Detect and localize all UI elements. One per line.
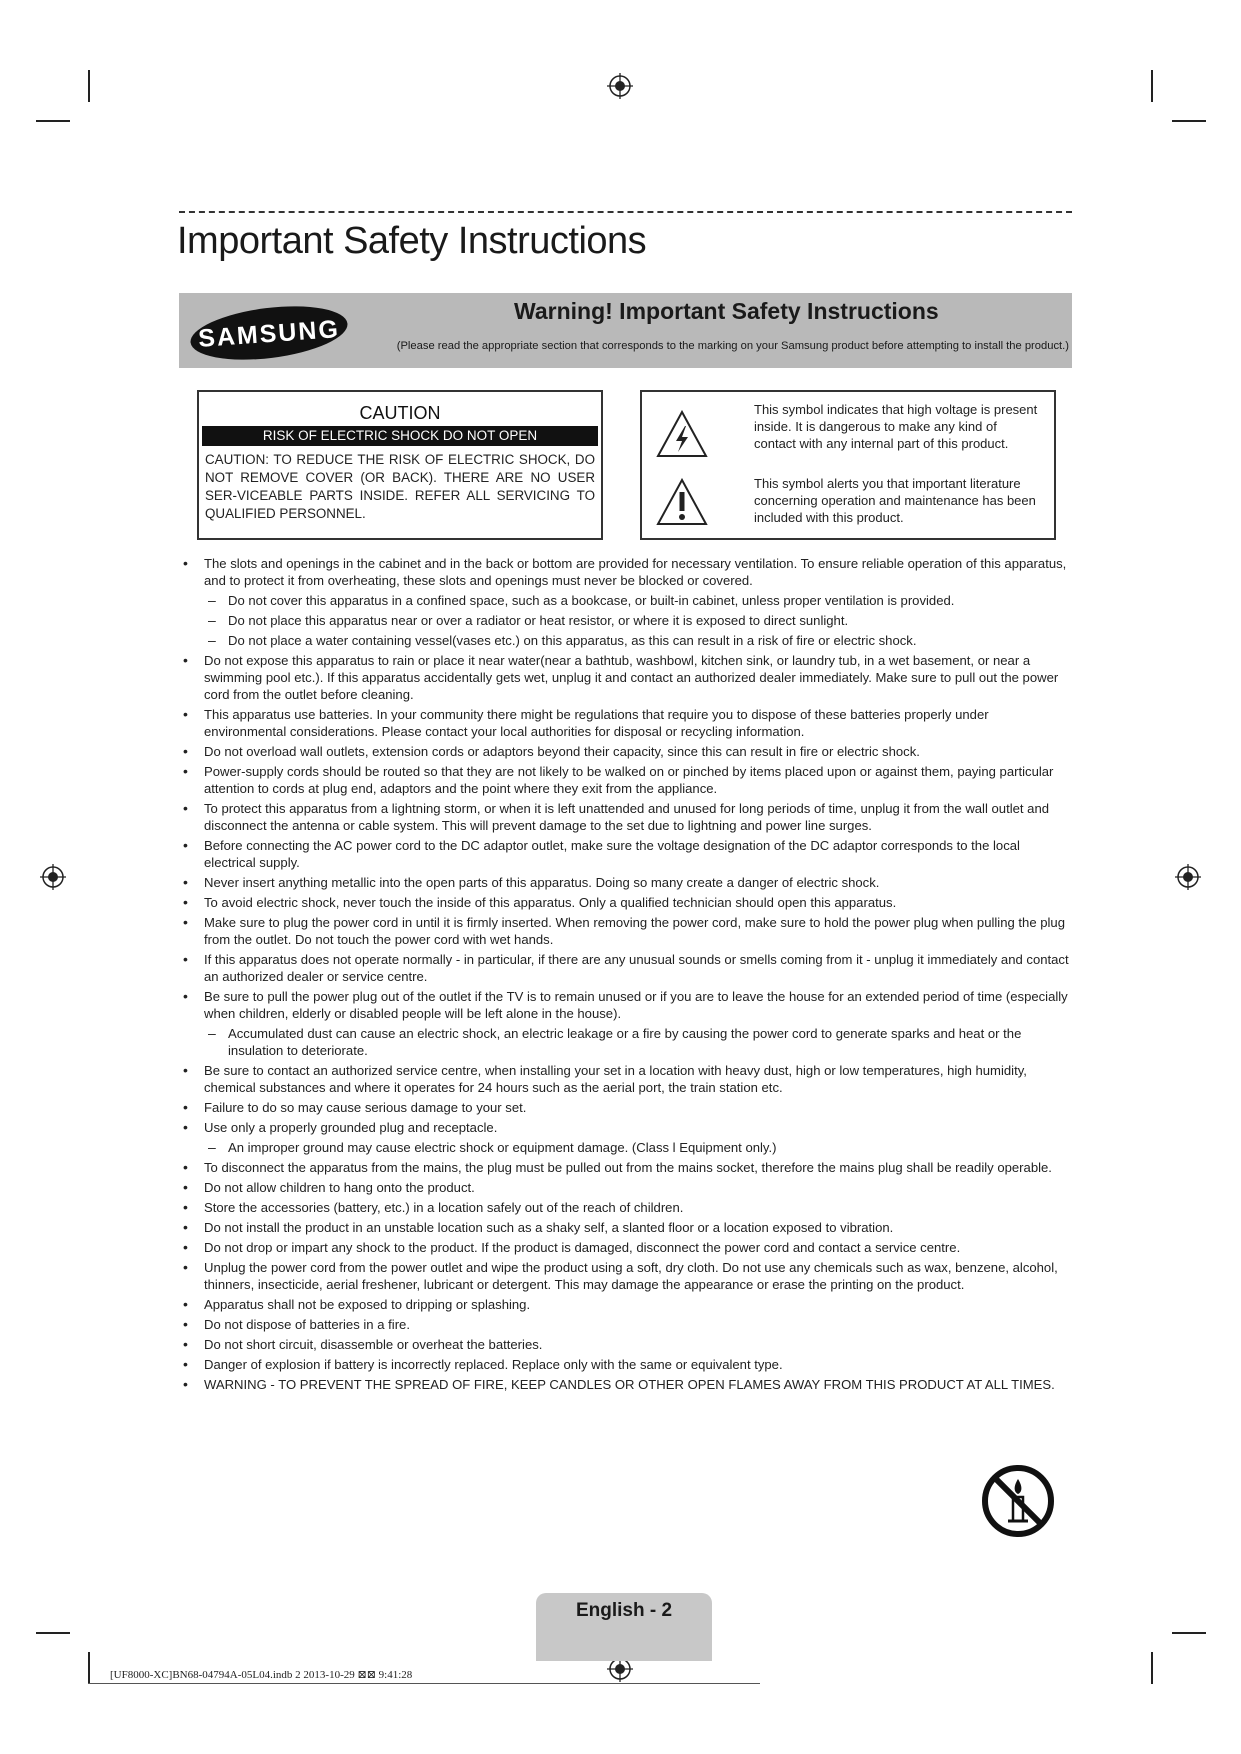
list-item: • Power-supply cords should be routed so that they are not likely to be walked on or pinched by items placed upon or against them, paying particular attention to cords at plug end, adaptors and the point where they exit from the appliance.	[180, 763, 1072, 797]
crop-mark	[36, 120, 70, 122]
print-file-info: [UF8000-XC]BN68-04794A-05L04.indb 2 2013-10-29 ⊠⊠ 9:41:28	[110, 1669, 413, 1681]
list-item: – Do not cover this apparatus in a confined space, such as a bookcase, or built-in cabinet, unless proper ventilation is provided.	[180, 592, 1072, 609]
banner-title: Warning! Important Safety Instructions	[514, 298, 939, 324]
list-item: • This apparatus use batteries. In your community there might be regulations that require you to dispose of these batteries properly under environmental considerations. Please contact your local authorities for disposal or recycling information.	[180, 706, 1072, 740]
list-item: • Never insert anything metallic into the open parts of this apparatus. Doing so many create a danger of electric shock.	[180, 874, 1072, 891]
list-item: • Do not allow children to hang onto the product.	[180, 1179, 1072, 1196]
samsung-logo	[189, 303, 349, 361]
list-item: – Accumulated dust can cause an electric shock, an electric leakage or a fire by causing the power cord to generate sparks and heat or the insulation to deteriorate.	[180, 1025, 1072, 1059]
list-item: • Be sure to contact an authorized service centre, when installing your set in a location with heavy dust, high or low temperatures, high humidity, chemical substances and where it operates for 24 hours such as the aerial port, the train station etc.	[180, 1062, 1072, 1096]
caution-text: CAUTION: TO REDUCE THE RISK OF ELECTRIC SHOCK, DO NOT REMOVE COVER (OR BACK). THERE ARE NO USER SER-VICEABLE PARTS INSIDE. REFER ALL SERVICING TO QUALIFIED PERSONNEL.	[205, 452, 595, 521]
page-title: Important Safety Instructions	[177, 220, 647, 262]
list-item: • To disconnect the apparatus from the mains, the plug must be pulled out from the mains socket, therefore the mains plug shall be readily operable.	[180, 1159, 1072, 1176]
list-item: • Failure to do so may cause serious damage to your set.	[180, 1099, 1072, 1116]
caution-title: CAUTION	[359, 403, 441, 423]
list-item: – Do not place this apparatus near or over a radiator or heat resistor, or where it is exposed to direct sunlight.	[180, 612, 1072, 629]
list-item: • Store the accessories (battery, etc.) in a location safely out of the reach of children.	[180, 1199, 1072, 1216]
list-item: • Do not drop or impart any shock to the product. If the product is damaged, disconnect the power cord and contact a service centre.	[180, 1239, 1072, 1256]
list-item: – Do not place a water containing vessel(vases etc.) on this apparatus, as this can result in a risk of fire or electric shock.	[180, 632, 1072, 649]
list-item: • Apparatus shall not be exposed to dripping or splashing.	[180, 1296, 1072, 1313]
caution-warning-bar: RISK OF ELECTRIC SHOCK DO NOT OPEN	[202, 426, 598, 446]
high-voltage-text: This symbol indicates that high voltage is present inside. It is dangerous to make any kind of contact with any internal part of this product.	[754, 402, 1038, 451]
symbol-explanation-box	[640, 390, 1056, 540]
crop-mark	[88, 1652, 90, 1684]
alert-text: This symbol alerts you that important literature concerning operation and maintenance has been included with this product.	[754, 476, 1036, 525]
warning-banner	[179, 293, 1072, 368]
banner-subtitle: (Please read the appropriate section that corresponds to the marking on your Samsung product before attempting to install the product.)	[396, 340, 1069, 352]
safety-rules-list	[180, 555, 1072, 1396]
no-open-flame-icon	[980, 1463, 1056, 1539]
page-number: English - 2	[575, 1600, 673, 1621]
list-item: • Before connecting the AC power cord to the DC adaptor outlet, make sure the voltage designation of the DC adaptor corresponds to the local electrical supply.	[180, 837, 1072, 871]
list-item: • WARNING - TO PREVENT THE SPREAD OF FIRE, KEEP CANDLES OR OTHER OPEN FLAMES AWAY FROM THIS PRODUCT AT ALL TIMES.	[180, 1376, 1072, 1393]
list-item: • Make sure to plug the power cord in until it is firmly inserted. When removing the power cord, make sure to hold the power plug when pulling the plug from the outlet. Do not touch the power cord with wet hands.	[180, 914, 1072, 948]
registration-mark-icon	[607, 73, 633, 99]
registration-mark-icon	[1175, 864, 1201, 890]
list-item: • To avoid electric shock, never touch the inside of this apparatus. Only a qualified technician should open this apparatus.	[180, 894, 1072, 911]
caution-box	[197, 390, 603, 540]
list-item: • The slots and openings in the cabinet and in the back or bottom are provided for necessary ventilation. To ensure reliable operation of this apparatus, and to protect it from overheating, these slots and openings must never be blocked or covered.	[180, 555, 1072, 589]
list-item: • Do not expose this apparatus to rain or place it near water(near a bathtub, washbowl, kitchen sink, or laundry tub, in a wet basement, or near a swimming pool etc.). If this apparatus accidentally gets wet, unplug it and contact an authorized dealer immediately. Make sure to pull out the power cord from the outlet before cleaning.	[180, 652, 1072, 703]
list-item: – An improper ground may cause electric shock or equipment damage. (Class l Equipment only.)	[180, 1139, 1072, 1156]
crop-mark	[1151, 1652, 1153, 1684]
high-voltage-warning-icon	[656, 410, 708, 458]
list-item: • Do not short circuit, disassemble or overheat the batteries.	[180, 1336, 1072, 1353]
list-item: • Do not dispose of batteries in a fire.	[180, 1316, 1072, 1333]
list-item: • Use only a properly grounded plug and receptacle.	[180, 1119, 1072, 1136]
list-item: • Be sure to pull the power plug out of the outlet if the TV is to remain unused or if you are to leave the house for an extended period of time (especially when children, elderly or disabled people will be left alone in the house).	[180, 988, 1072, 1022]
crop-mark	[36, 1632, 70, 1634]
crop-mark	[1172, 120, 1206, 122]
logo-text: SAMSUNG	[197, 315, 341, 353]
exclamation-warning-icon	[656, 478, 708, 526]
list-item: • Do not overload wall outlets, extension cords or adaptors beyond their capacity, since this can result in fire or electric shock.	[180, 743, 1072, 760]
crop-mark	[1172, 1632, 1206, 1634]
registration-mark-icon	[40, 864, 66, 890]
crop-mark	[88, 70, 90, 102]
footer-rule	[88, 1683, 760, 1684]
list-item: • Unplug the power cord from the power outlet and wipe the product using a soft, dry cloth. Do not use any chemicals such as wax, benzene, alcohol, thinners, insecticide, aerial freshener, lubricant or detergent. This may damage the appearance or erase the printing on the product.	[180, 1259, 1072, 1293]
crop-mark	[1151, 70, 1153, 102]
list-item: • Do not install the product in an unstable location such as a shaky self, a slanted floor or a location exposed to vibration.	[180, 1219, 1072, 1236]
list-item: • To protect this apparatus from a lightning storm, or when it is left unattended and unused for long periods of time, unplug it from the wall outlet and disconnect the antenna or cable system. This will prevent damage to the set due to lightning and power line surges.	[180, 800, 1072, 834]
list-item: • If this apparatus does not operate normally - in particular, if there are any unusual sounds or smells coming from it - unplug it immediately and contact an authorized dealer or service centre.	[180, 951, 1072, 985]
list-item: • Danger of explosion if battery is incorrectly replaced. Replace only with the same or equivalent type.	[180, 1356, 1072, 1373]
title-dashed-divider	[179, 211, 1072, 213]
